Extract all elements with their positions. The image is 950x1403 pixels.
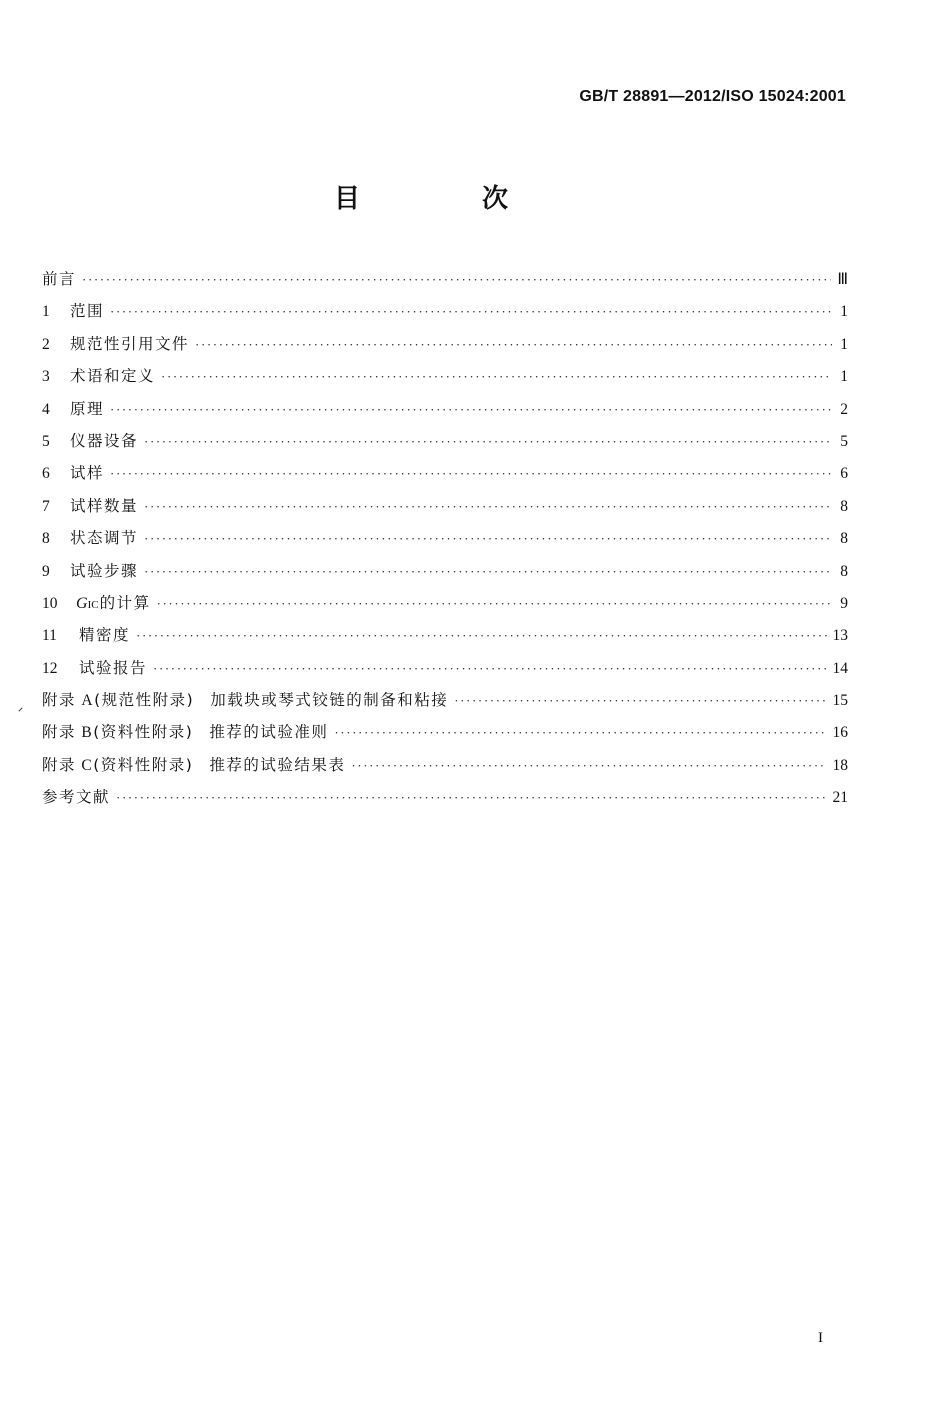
toc-entry-number: 8 (42, 530, 50, 548)
toc-entry-title: 试验报告 (79, 658, 148, 677)
toc-entry-title: 推荐的试验结果表 (209, 755, 346, 774)
toc-entry-page: 8 (840, 497, 848, 515)
toc-entry-7[interactable] (42, 490, 848, 522)
toc-annex-type: (资料性附录) (93, 755, 194, 774)
toc-leader-dots (144, 491, 832, 523)
toc-entry-12[interactable] (42, 652, 848, 684)
page-number: I (818, 1330, 823, 1346)
page-title: 目 次 (333, 184, 556, 214)
toc-entry-number: 2 (42, 335, 50, 353)
toc-entry-page: 6 (840, 465, 848, 483)
toc-entry-title: 术语和定义 (70, 367, 156, 386)
toc-entry-page: 8 (840, 562, 848, 580)
toc-entry-page: 14 (832, 659, 848, 677)
toc-entry-number: 5 (42, 432, 50, 450)
toc-entry-annex-a[interactable] (42, 684, 848, 716)
toc-entry-number: 10 (42, 594, 58, 612)
toc-leader-dots (144, 426, 832, 458)
toc-entry-title: 加载块或琴式铰链的制备和粘接 (210, 691, 449, 710)
table-of-contents (42, 263, 848, 814)
toc-entry-foreword[interactable] (42, 263, 848, 295)
toc-entry-title: 的计算 (99, 593, 151, 612)
toc-entry-page: 2 (840, 400, 848, 418)
toc-entry-bibliography[interactable] (42, 781, 848, 813)
toc-entry-number: 6 (42, 465, 50, 483)
toc-annex-label: 附录 C (42, 756, 94, 774)
toc-entry-2[interactable] (42, 328, 848, 360)
toc-entry-page: 1 (840, 368, 848, 386)
toc-leader-dots (82, 264, 831, 296)
toc-entry-title: 推荐的试验准则 (209, 723, 329, 742)
toc-leader-dots (161, 361, 832, 393)
toc-entry-3[interactable] (42, 360, 848, 392)
toc-entry-number: 12 (42, 659, 58, 677)
toc-entry-page: Ⅲ (837, 271, 848, 288)
toc-entry-title: 范围 (70, 302, 105, 321)
toc-entry-page: 21 (832, 789, 848, 807)
toc-entry-number: 3 (42, 368, 50, 386)
toc-entry-1[interactable] (42, 295, 848, 327)
scan-speck (18, 707, 22, 711)
toc-entry-page: 1 (840, 303, 848, 321)
toc-entry-title: 试样 (70, 464, 105, 483)
toc-entry-11[interactable] (42, 619, 848, 651)
toc-entry-title: 状态调节 (70, 529, 139, 548)
toc-entry-title: 试验步骤 (70, 561, 139, 580)
toc-entry-page: 5 (840, 432, 848, 450)
toc-entry-number: 9 (42, 562, 50, 580)
symbol-g: G (76, 594, 88, 612)
toc-leader-dots (110, 296, 832, 328)
toc-entry-6[interactable] (42, 457, 848, 489)
toc-entry-title: 规范性引用文件 (70, 334, 190, 353)
toc-annex-type: (资料性附录) (93, 723, 194, 742)
toc-leader-dots (110, 458, 832, 490)
toc-leader-dots (157, 588, 832, 620)
toc-entry-title: 参考文献 (42, 788, 111, 807)
toc-entry-title: 精密度 (79, 626, 131, 645)
toc-entry-number: 1 (42, 303, 50, 321)
toc-entry-8[interactable] (42, 522, 848, 554)
symbol-subscript: IC (87, 598, 99, 611)
toc-entry-9[interactable] (42, 555, 848, 587)
toc-entry-title: 仪器设备 (70, 431, 139, 450)
toc-leader-dots (454, 685, 826, 717)
toc-entry-4[interactable] (42, 393, 848, 425)
toc-entry-annex-b[interactable] (42, 716, 848, 748)
toc-leader-dots (153, 653, 826, 685)
toc-entry-title: 试样数量 (70, 496, 139, 515)
toc-entry-number: 4 (42, 400, 50, 418)
toc-entry-page: 15 (832, 692, 848, 710)
toc-entry-page: 13 (832, 627, 848, 645)
toc-annex-label: 附录 A (42, 692, 95, 710)
toc-leader-dots (110, 394, 832, 426)
toc-leader-dots (351, 750, 826, 782)
toc-entry-page: 9 (840, 594, 848, 612)
toc-annex-type: (规范性附录) (94, 691, 195, 710)
toc-entry-page: 16 (832, 724, 848, 742)
toc-leader-dots (195, 329, 832, 361)
toc-leader-dots (334, 717, 826, 749)
toc-entry-5[interactable] (42, 425, 848, 457)
toc-entry-10[interactable] (42, 587, 848, 619)
toc-entry-page: 18 (832, 756, 848, 774)
standard-code-header: GB/T 28891—2012/ISO 15024:2001 (579, 88, 846, 105)
toc-leader-dots (136, 620, 826, 652)
toc-entry-page: 8 (840, 530, 848, 548)
toc-entry-number: 11 (42, 627, 57, 645)
toc-annex-label: 附录 B (42, 724, 94, 742)
toc-entry-number: 7 (42, 497, 50, 515)
toc-leader-dots (116, 782, 826, 814)
toc-entry-title: 前言 (42, 270, 77, 288)
toc-entry-page: 1 (840, 335, 848, 353)
toc-leader-dots (144, 523, 832, 555)
toc-entry-title: 原理 (70, 399, 105, 418)
toc-entry-annex-c[interactable] (42, 749, 848, 781)
toc-leader-dots (144, 556, 832, 588)
